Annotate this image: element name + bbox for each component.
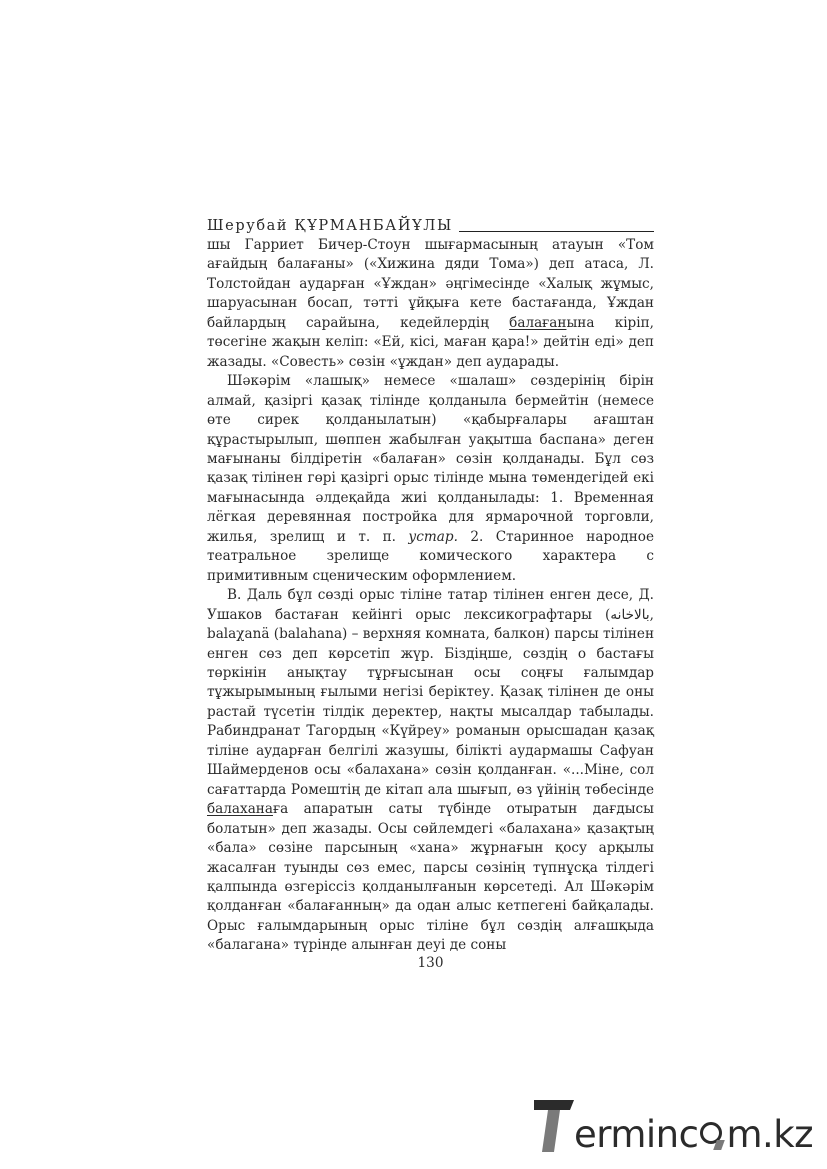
italic-abbreviation: устар.: [408, 528, 458, 545]
running-header: [207, 210, 654, 236]
header-rule: [459, 231, 654, 232]
underlined-word-balahana: балахана: [207, 801, 273, 818]
logo-text-c: c: [678, 1113, 699, 1156]
termincom-logo: [528, 1096, 814, 1158]
logo-wordmark: [574, 1110, 814, 1156]
page-number: 130: [417, 955, 444, 971]
paragraph-3-text-a: В. Даль бұл сөзді орыс тіліне татар тілінен енген десе, Д. Ушаков бастаған кейінгі орыс лексикографтары (بالاخانه, balaχanä (balahana) – верхняя комната, балкон) парсы тілінен енген сөз деп көрсетіп жүр. Біздіңше, сөздің о бастағы төркінін анықтау тұрғысынан осы соңғы ғалымдар тұжырымының ғылыми негізі беріктеу. Қазақ тілінен де оны растай түсетін тілдік деректер, нақты мысалдар табылады. Рабиндранат Тагордың «Күйреу» романын орысшадан қазақ тіліне аударған белгілі жазушы, білікті аудармашы Сафуан Шаймерденов осы «балахана» сөзін қолданған. «...Міне, сол сағаттарда Ромештің де кітап ала шығып, өз үйінің төбесінде: [207, 587, 655, 798]
logo-text-part-2: m.kz: [726, 1113, 814, 1156]
logo-t-glyph-icon: [528, 1096, 576, 1156]
page-body: [207, 236, 654, 956]
magnifier-handle: [714, 1140, 726, 1150]
paragraph-1-text-a: шы Гарриет Бичер-Стоун шығармасының атауын «Том ағайдың балағаны» («Хижина дяди Тома») деп атаса, Л. Толстойдан аударған «Ұждан» әңгімесінде «Халық жұмыс, шаруасынан босап, тәтті ұйқыға кете бастағанда, Ұждан байлардың сарайына, кедейлердің: [207, 237, 654, 331]
paragraph-2-text-a: Шәкәрім «лашық» немесе «шалаш» сөздерінің бірін алмай, қазіргі қазақ тілінде қолданыла бермейтін (немесе өте сирек қолданылатын) «қабырғалары ағаштан құрастырылып, шөппен жабылған уақытша баспана» деген мағынаны білдіретін «балаған» сөзін қолданады. Бұл сөз қазақ тілінен гөрі қазіргі орыс тілінде мына төмендегідей екі мағынасында әлдеқайда жиі қолданылады: 1. Временная лёгкая деревянная постройка для ярмарочной торговли, жилья, зрелищ и т. п.: [207, 373, 654, 545]
paragraph-3-text-b: ға апаратын саты түбінде отыратын дағдысы болатын» деп жазады. Осы сөйлемдегі «балахана» қазақтың «бала» сөзіне парсының «хана» жұрнағын қосу арқылы жасалған туынды сөз емес, парсы сөзінің түпнұсқа тілдегі қалпында өзгеріссіз қолданылғанын көрсетеді. Ал Шәкәрім қолданған «балағанның» да одан алыс кетпегені байқалады. Орыс ғалымдарының орыс тіліне бұл сөздің алғашқыда «балагана» түрінде алынған деуі де соны: [207, 801, 654, 954]
logo-magnifier-icon: [698, 1110, 726, 1147]
paragraph-1: [207, 236, 654, 372]
paragraph-2: [207, 372, 654, 586]
paragraph-3: [207, 586, 654, 956]
underlined-word-balagan: балаған: [509, 314, 567, 331]
paragraph-2-text-b: 2. Старинное народное театральное зрелище комического характера с примитивным сценическим оформлением.: [207, 528, 655, 584]
paragraph-1-text-b: ына кіріп, төсегіне жақын келіп: «Ей, кісі, маған қара!» дейтін еді» деп жазады. «Совесть» сөзін «ұждан» деп аударады.: [207, 314, 654, 370]
logo-text-part-1: ermin: [574, 1113, 679, 1156]
header-author: Шерубай ҚҰРМАНБАЙҰЛЫ: [207, 217, 453, 234]
